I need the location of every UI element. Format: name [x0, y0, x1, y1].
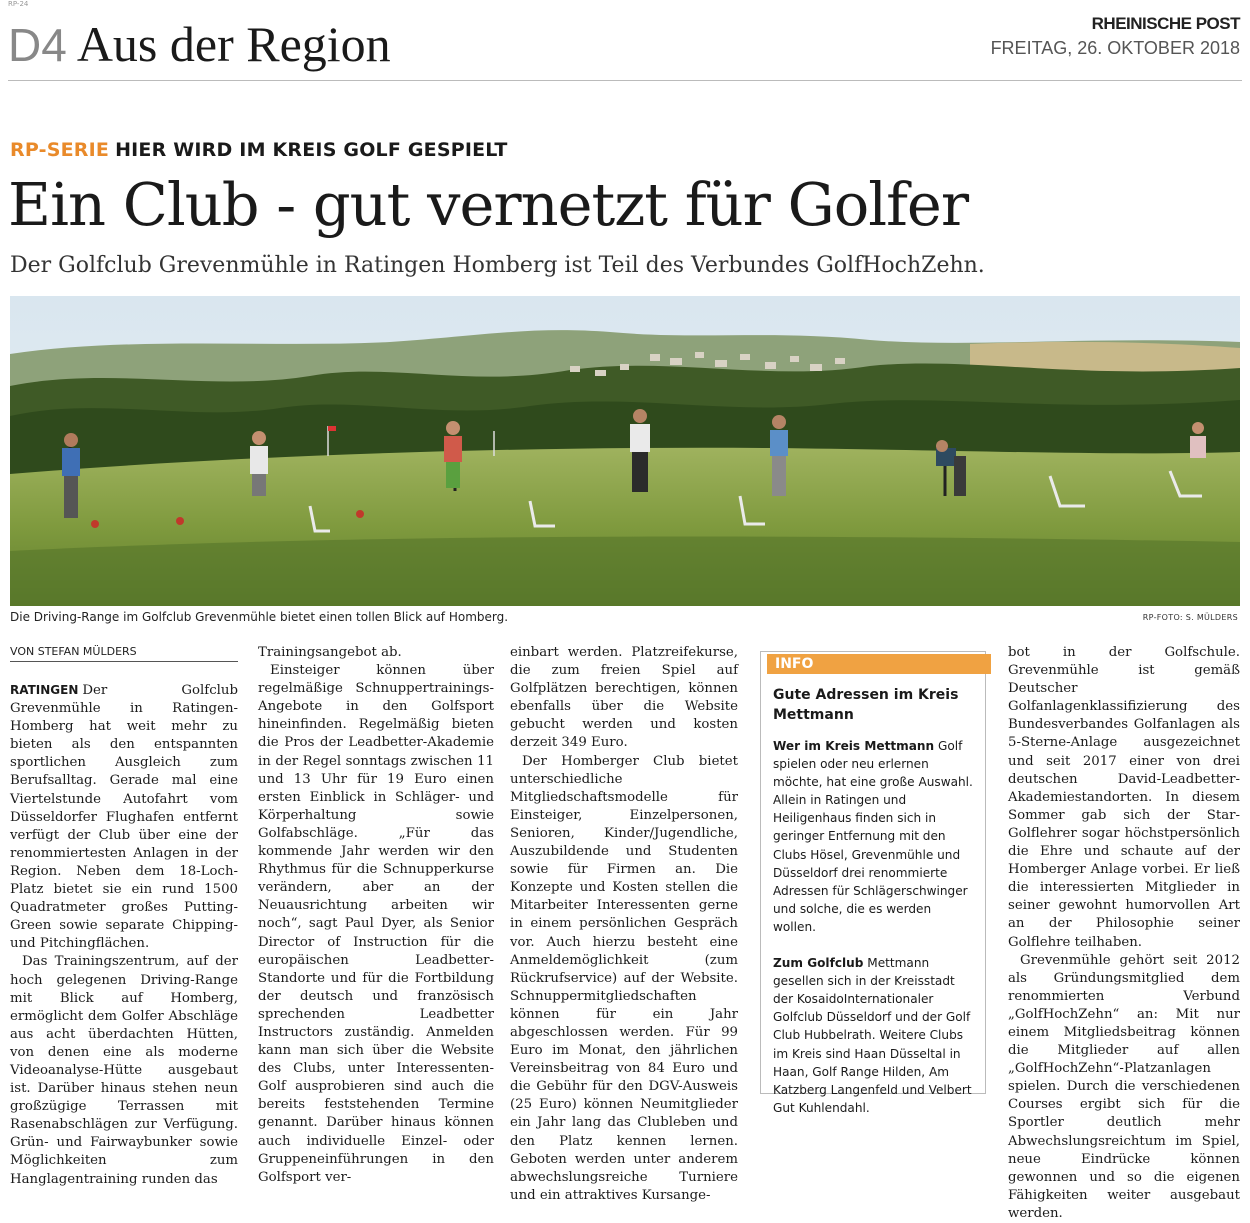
info-text: Mettmann gesellen sich in der Kreisstadt der KosaidoInternationaler Golfclub Düsseldorf und der Golf Club Hubbelrath. Weitere Clubs im Kreis sind Haan Düsseltal in Haan, Golf Range Hilden, Am Katzberg Langenfeld und Velbert Gut Kuhlendahl.	[773, 956, 972, 1115]
kicker-series: RP-SERIE	[10, 139, 110, 161]
page-marker: RP-24	[8, 0, 29, 8]
driving-range-photo	[10, 296, 1240, 606]
masthead	[991, 14, 1240, 59]
article-column-1	[10, 681, 238, 1189]
paragraph: bot in der Golfschule. Grevenmühle ist gemäß Deutscher Golfanlagenklassifizierung des Bundesverbandes Golfanlagen als 5-Sterne-Anlage ausgezeichnet und seit 2017 einer von drei deutschen David-Leadbetter-Akademiestandorten. In diesem Sommer gab sich der Star-Golflehrer sogar höchstpersönlich die Ehre und schaute auf der Homberger Anlage vorbei. Er ließ die interessierten Mitglieder in seiner gewohnt humorvollen Art an der Philosophie seiner Golflehre teilhaben.	[1008, 645, 1240, 950]
paragraph: Der Homberger Club bietet unterschiedliche Mitgliedschaftsmodelle für Einsteiger, Einzelpersonen, Senioren, Kinder/Jugendliche, Auszubildende und Studenten sowie für Firmen an. Die Konzepte und Kosten stellen die Mitarbeiter Interessenten gerne in einem persönlichen Gespräch vor. Auch hierzu besteht eine Anmeldemöglichkeit (zum Rückrufservice) auf der Website. Schnuppermitgliedschaften können für ein Jahr abgeschlossen werden. Für 99 Euro im Monat, den jährlichen Vereinsbeitrag von 84 Euro und die Gebühr für den DGV-Ausweis (25 Euro) können Neumitglieder ein Jahr lang das Clubleben und den Platz kennen lernen. Geboten werden unter anderem abwechslungsreiche Turniere und ein attraktives Kursange-	[510, 753, 738, 1203]
info-text: Golf spielen oder neu erlernen möchte, hat eine große Auswahl. Allein in Ratingen und Heiligenhaus finden sich in geringer Entfernung mit den Clubs Hösel, Grevenmühle und Düsseldorf drei renommierte Adressen für Schlägerschwinger und solche, die es werden wollen.	[773, 739, 973, 934]
info-paragraph	[773, 737, 973, 936]
info-paragraph	[773, 954, 973, 1117]
photo-credit: RP-FOTO: S. MÜLDERS	[1142, 613, 1238, 622]
article-column-2	[258, 644, 494, 1187]
paragraph: Trainingsangebot ab.	[258, 645, 402, 660]
article-column-5	[1008, 644, 1240, 1223]
dateline: RATINGEN	[10, 683, 79, 697]
paragraph-text: Der Golfclub Grevenmühle in Ratingen-Homberg hat weit mehr zu bieten als den entspannten sportlichen Ausgleich zum Berufsalltag. Gerade mal eine Viertelstunde Autofahrt vom Düsseldorfer Flughafen entfernt verfügt der Club über eine der renommiertesten Anlagen in der Region. Neben dem 18-Loch-Platz bietet sie ein rund 1500 Quadratmeter großes Putting-Green sowie separate Chipping- und Pitchingflächen.	[10, 683, 238, 952]
info-title: Gute Adressen im Kreis Mettmann	[773, 687, 959, 723]
article-headline: Ein Club - gut vernetzt für Golfer	[8, 170, 969, 239]
newspaper-name: RHEINISCHE POST	[1091, 14, 1240, 33]
paragraph: einbart werden. Platzreifekurse, die zum freien Spiel auf Golfplätzen berechtigen, können ebenfalls über die Website gebucht werden und kosten derzeit 349 Euro.	[510, 645, 738, 751]
article-column-3	[510, 644, 738, 1205]
info-lead: Wer im Kreis Mettmann	[773, 739, 935, 753]
section-number: D4	[8, 19, 67, 71]
paragraph: Grevenmühle gehört seit 2012 als Gründungsmitglied dem renommierten Verbund „GolfHochZehn“ an: Mit nur einem Mitgliedsbeitrag können die Mitglieder auf allen „GolfHochZehn“-Platzanlagen spielen. Durch die verschiedenen Courses ergibt sich für die Sportler deutlich mehr Abwechslungsreichtum im Spiel, neue Eindrücke können gewonnen und so die eigenen Fähigkeiten weiter ausgebaut werden.	[1008, 952, 1240, 1221]
section-header	[8, 14, 391, 75]
issue-date: FREITAG, 26. OKTOBER 2018	[990, 38, 1240, 58]
section-title: Aus der Region	[76, 16, 391, 72]
paragraph: Das Trainingszentrum, auf der hoch gelegenen Driving-Range mit Blick auf Homberg, ermöglicht dem Golfer Abschläge aus acht überdachten Hütten, von denen eine als moderne Videoanalyse-Hütte ausgebaut ist. Darüber hinaus stehen neun großzügige Terrassen mit Rasenabschlägen zur Verfügung. Grün- und Fairwaybunker sowie Möglichkeiten zum Hanglagentraining runden das	[10, 954, 238, 1187]
article-subheadline: Der Golfclub Grevenmühle in Ratingen Homberg ist Teil des Verbundes GolfHochZehn.	[10, 253, 985, 278]
paragraph	[10, 681, 238, 953]
info-box	[760, 651, 986, 1115]
info-lead: Zum Golfclub	[773, 956, 864, 971]
info-tag: INFO	[767, 654, 991, 674]
photo-caption: Die Driving-Range im Golfclub Grevenmühle bietet einen tollen Blick auf Homberg.	[10, 610, 509, 624]
info-body	[773, 737, 973, 1135]
article-kicker	[10, 139, 508, 161]
kicker-title: HIER WIRD IM KREIS GOLF GESPIELT	[115, 139, 508, 161]
header-divider	[8, 80, 1242, 81]
paragraph: Einsteiger können über regelmäßige Schnuppertrainings-Angebote in den Golfsport hineinfinden. Regelmäßig bieten die Pros der Leadbetter-Akademie in der Regel sonntags zwischen 11 und 13 Uhr für 19 Euro einen ersten Einblick in Schläger- und Körperhaltung sowie Golfabschläge. „Für das kommende Jahr werden wir den Rhythmus für die Schnupperkurse verändern, aber an der Neuausrichtung arbeiten wir noch“, sagt Paul Dyer, als Senior Director of Instruction für die europäischen Leadbetter-Standorte und für die Fortbildung der deutsch und französisch sprechenden Leadbetter Instructors zuständig. Anmelden kann man sich über die Website des Clubs, unter Interessenten-Golf ausprobieren sind auch die bereits feststehenden Termine genannt. Darüber hinaus können auch individuelle Einzel- oder Gruppeneinführungen in den Golfsport ver-	[258, 663, 494, 1185]
byline: VON STEFAN MÜLDERS	[10, 645, 238, 662]
